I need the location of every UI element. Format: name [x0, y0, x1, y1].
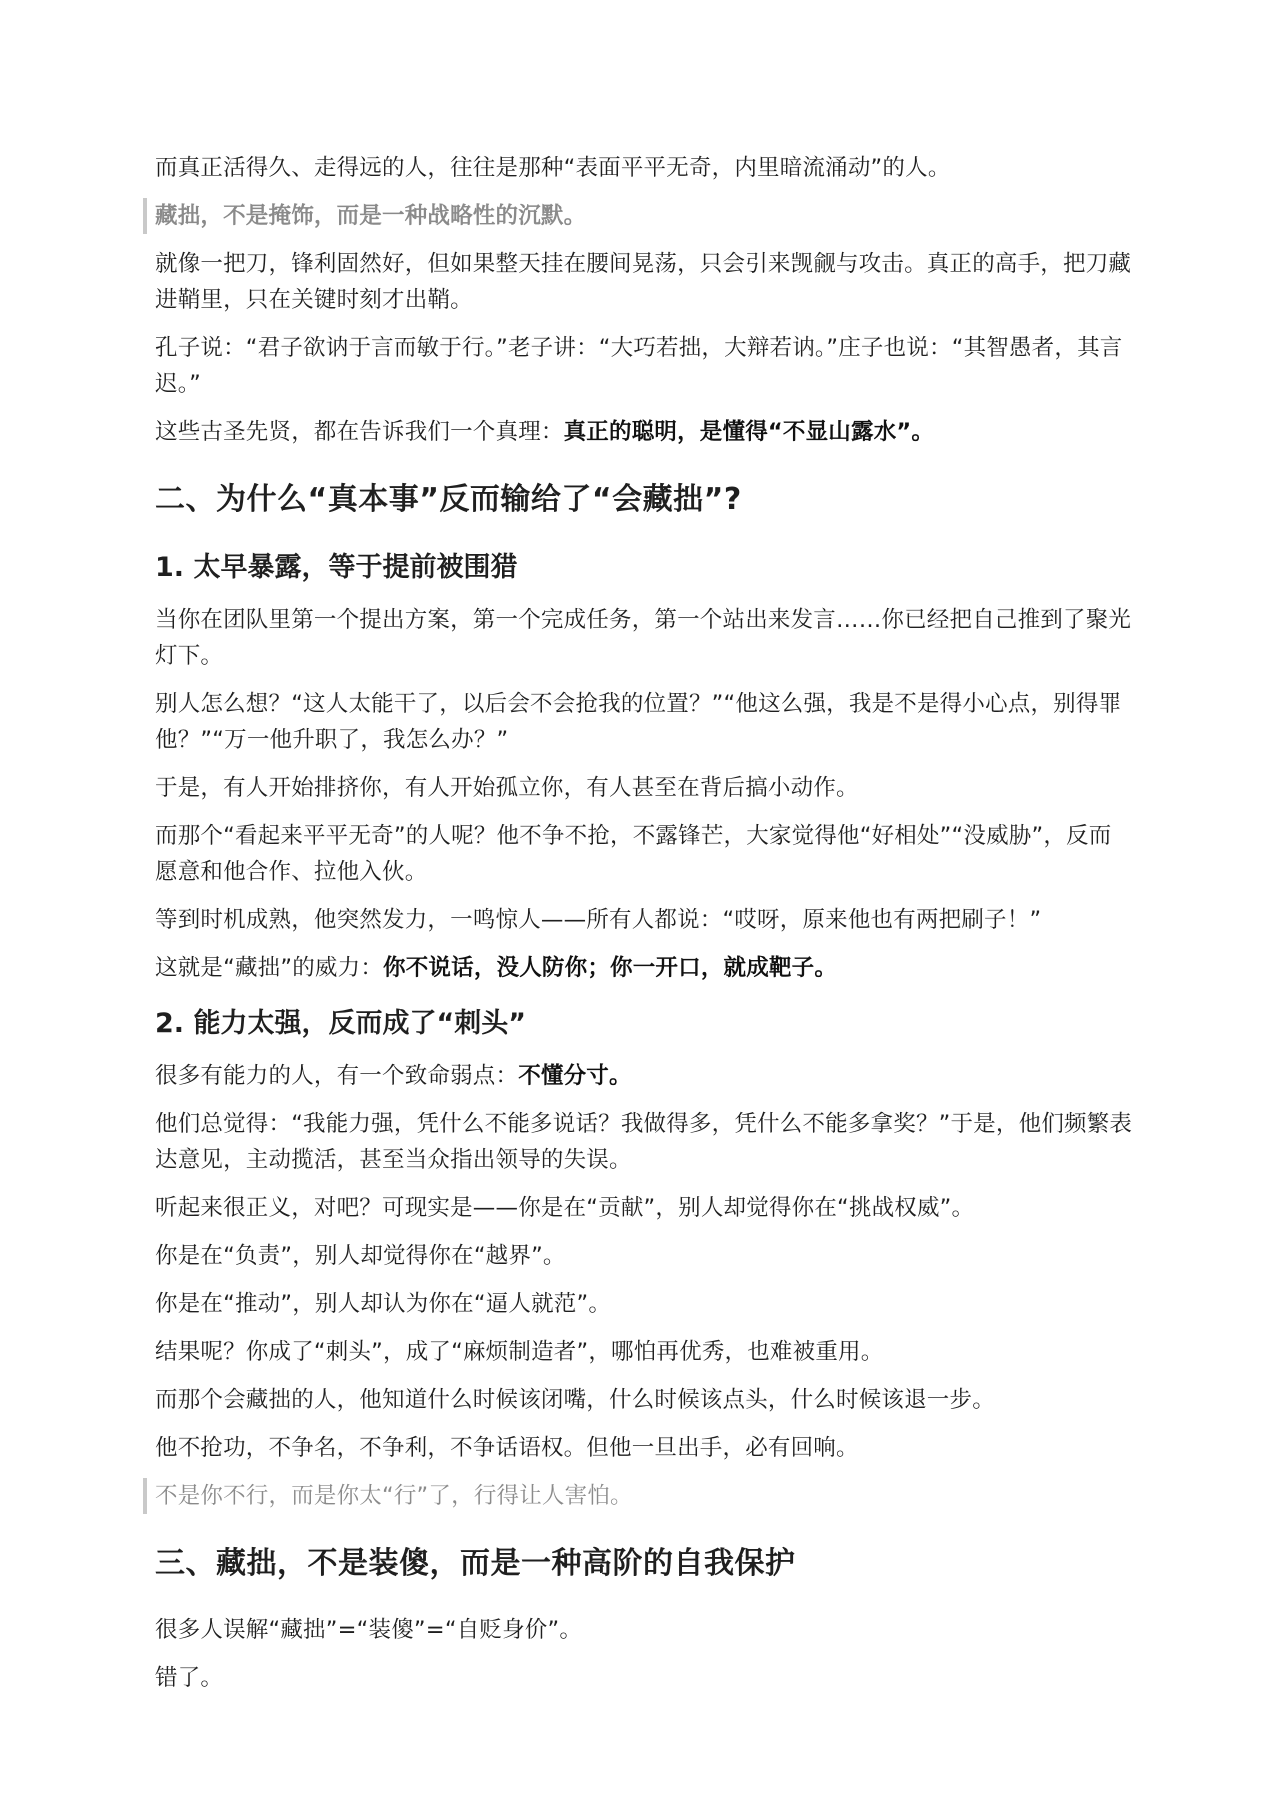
- blockquote: 不是你不行，而是你太“行”了，行得让人害怕。: [143, 1478, 1133, 1514]
- paragraph: 他们总觉得：“我能力强，凭什么不能多说话？我做得多，凭什么不能多拿奖？”于是，他们频繁表达意见，主动揽活，甚至当众指出领导的失误。: [155, 1111, 1133, 1173]
- paragraph: 他不抢功，不争名，不争利，不争话语权。但他一旦出手，必有回响。: [155, 1435, 859, 1461]
- paragraph: 你是在“推动”，别人却认为你在“逼人就范”。: [155, 1291, 612, 1317]
- paragraph: 孔子说：“君子欲讷于言而敏于行。”老子讲：“大巧若拙，大辩若讷。”庄子也说：“其智愚者，其言迟。”: [155, 335, 1123, 397]
- paragraph: 你是在“负责”，别人却觉得你在“越界”。: [155, 1243, 566, 1269]
- paragraph: [155, 1058, 1133, 1094]
- paragraph-text: 很多有能力的人，有一个致命弱点：: [155, 1063, 519, 1089]
- paragraph: 而那个“看起来平平无奇”的人呢？他不争不抢，不露锋芒，大家觉得他“好相处”“没威胁”，反而愿意和他合作、拉他入伙。: [155, 823, 1112, 885]
- paragraph-text: 这就是“藏拙”的威力：: [155, 955, 384, 981]
- paragraph: [155, 950, 1133, 986]
- paragraph: 而真正活得久、走得远的人，往往是那种“表面平平无奇，内里暗流涌动”的人。: [155, 155, 951, 181]
- paragraph: 结果呢？你成了“刺头”，成了“麻烦制造者”，哪怕再优秀，也难被重用。: [155, 1339, 884, 1365]
- subsection-heading: 1. 太早暴露，等于提前被围猎: [155, 552, 518, 583]
- paragraph: 于是，有人开始排挤你，有人开始孤立你，有人甚至在背后搞小动作。: [155, 775, 859, 801]
- emphasis-text: 你不说话，没人防你；你一开口，就成靶子。: [383, 955, 838, 981]
- paragraph: 错了。: [155, 1665, 224, 1691]
- paragraph: [155, 414, 1133, 450]
- section-heading: 三、藏拙，不是装傻，而是一种高阶的自我保护: [155, 1546, 796, 1581]
- paragraph-text: 这些古圣先贤，都在告诉我们一个真理：: [155, 419, 564, 445]
- paragraph: 当你在团队里第一个提出方案，第一个完成任务，第一个站出来发言……你已经把自己推到了聚光灯下。: [155, 607, 1132, 669]
- paragraph: 很多人误解“藏拙”=“装傻”=“自贬身价”。: [155, 1617, 583, 1643]
- paragraph: 听起来很正义，对吧？可现实是——你是在“贡献”，别人却觉得你在“挑战权威”。: [155, 1195, 975, 1221]
- section-heading: 二、为什么“真本事”反而输给了“会藏拙”?: [155, 482, 742, 517]
- paragraph: 就像一把刀，锋利固然好，但如果整天挂在腰间晃荡，只会引来觊觎与攻击。真正的高手，把刀藏进鞘里，只在关键时刻才出鞘。: [155, 251, 1132, 313]
- blockquote: 藏拙，不是掩饰，而是一种战略性的沉默。: [143, 198, 1133, 234]
- paragraph: 别人怎么想？“这人太能干了，以后会不会抢我的位置？”“他这么强，我是不是得小心点，别得罪他？”“万一他升职了，我怎么办？”: [155, 691, 1122, 753]
- paragraph: 而那个会藏拙的人，他知道什么时候该闭嘴，什么时候该点头，什么时候该退一步。: [155, 1387, 995, 1413]
- paragraph: 等到时机成熟，他突然发力，一鸣惊人——所有人都说：“哎呀，原来他也有两把刷子！”: [155, 907, 1042, 933]
- emphasis-text: 真正的聪明，是懂得“不显山露水”。: [563, 419, 935, 445]
- subsection-heading: 2. 能力太强，反而成了“刺头”: [155, 1008, 526, 1039]
- emphasis-text: 不懂分寸。: [518, 1063, 632, 1089]
